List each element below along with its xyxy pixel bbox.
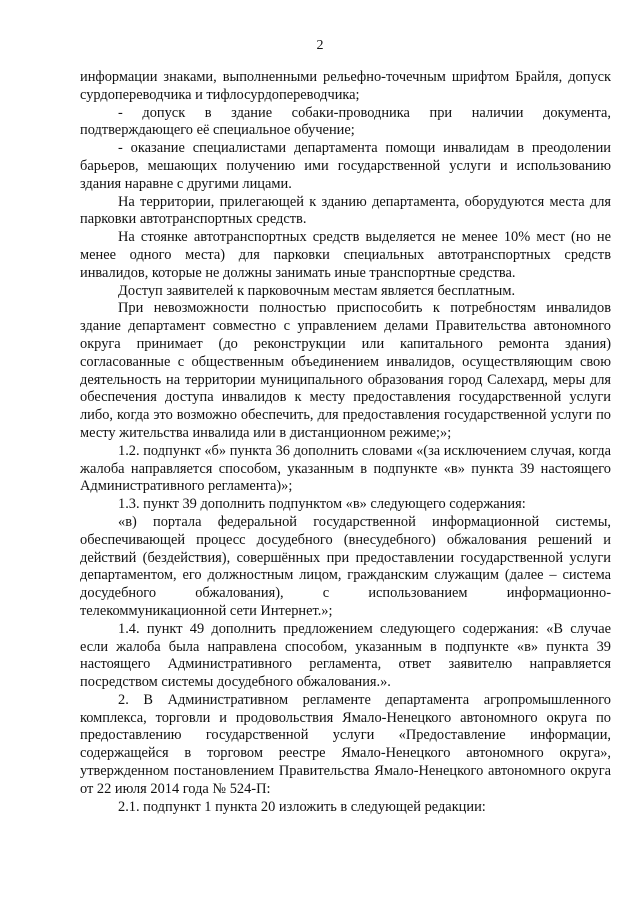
paragraph-item-2: 2. В Административном регламенте департамента агропромышленного комплекса, торговли и продовольствия Ямало-Ненецкого автономного округа по предоставлению государственной услуги «Предоставление информации, содержащейся в торговом реестре Ямало-Ненецкого автономного округа», утвержденном постановлением Правительства Ямало-Ненецкого автономного округа от 22 июля 2014 года № 524-П: [80,691,611,797]
paragraph-braille-info: информации знаками, выполненными рельефно-точечным шрифтом Брайля, допуск сурдопереводчика и тифлосурдопереводчика; [80,69,611,103]
paragraph-item-1-2: 1.2. подпункт «б» пункта 36 дополнить словами «(за исключением случая, когда жалоба направляется способом, указанным в подпункте «в» пункта 39 настоящего Административного регламента)»; [80,442,611,495]
paragraph-guide-dog: - допуск в здание собаки-проводника при наличии документа, подтверждающего её специальное обучение; [80,104,611,139]
paragraph-parking-quota: На стоянке автотранспортных средств выделяется не менее 10% мест (но не менее одного места) для парковки специальных автотранспортных средств инвалидов, которые не должны занимать иные транспортные средства. [80,229,611,281]
paragraph-item-1-4: 1.4. пункт 49 дополнить предложением следующего содержания: «В случае если жалоба была направлена способом, указанным в подпункте «в» пункта 39 настоящего Административного регламента, ответ заявителю направляется посредством системы досудебного обжалования.». [80,620,611,691]
paragraph-subitem-v: «в) портала федеральной государственной информационной системы, обеспечивающей процесс досудебного (внесудебного) обжалования решений и действий (бездействия), совершённых при предоставлении государственной услуги департаментом, его должностным лицом, гражданским служащим (далее – система досудебного обжалования), с использованием информационно-телекоммуникационной сети Интернет.»; [80,513,611,619]
document-body [80,69,611,816]
paragraph-accessibility-measures: При невозможности полностью приспособить к потребностям инвалидов здание департамент совместно с управлением делами Правительства автономного округа принимает (до реконструкции или капитального ремонта здания) согласованные с общественным объединением инвалидов, осуществляющим свою деятельность на территории муниципального образования город Салехард, меры для обеспечения доступа инвалидов к месту предоставления государственной услуги либо, когда это возможно обеспечить, для предоставления государственной услуги по месту жительства инвалида или в дистанционном режиме;»; [80,300,611,441]
paragraph-item-2-1: 2.1. подпункт 1 пункта 20 изложить в следующей редакции: [118,798,486,815]
paragraph-parking-free: Доступ заявителей к парковочным местам является бесплатным. [118,282,516,299]
paragraph-item-1-3: 1.3. пункт 39 дополнить подпунктом «в» следующего содержания: [118,496,526,513]
paragraph-parking-territory: На территории, прилегающей к зданию департамента, оборудуются места для парковки автотранспортных средств. [80,193,611,228]
paragraph-staff-assistance: - оказание специалистами департамента помощи инвалидам в преодолении барьеров, мешающих получению ими государственной услуги и использованию здания наравне с другими лицами. [80,140,611,192]
page-number: 2 [316,38,324,53]
